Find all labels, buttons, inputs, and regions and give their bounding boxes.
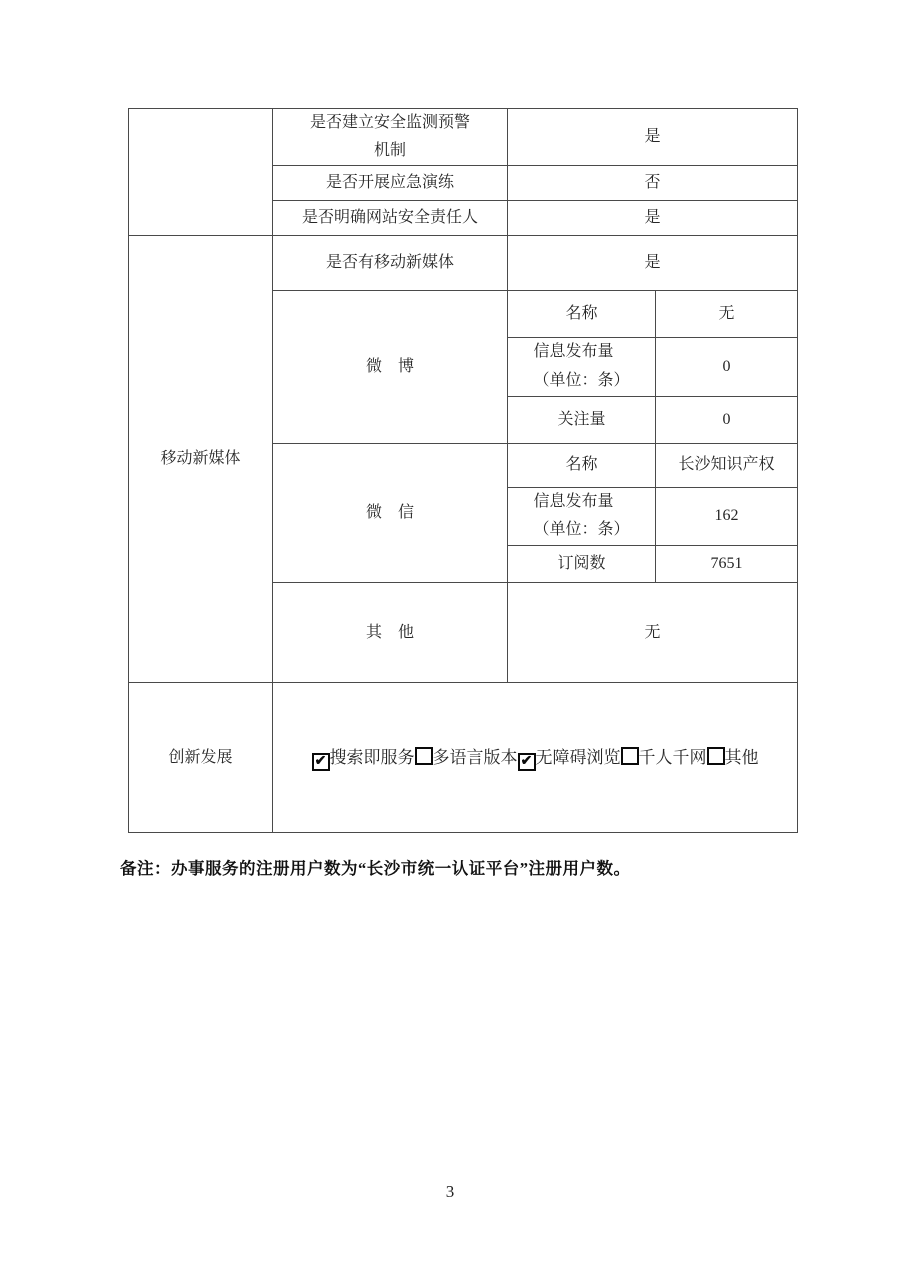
wechat-publish-label: 信息发布量 （单位：条） xyxy=(533,492,630,539)
cell-weibo-label: 微 博 xyxy=(273,291,508,444)
cell-wechat-subscribers-value: 7651 xyxy=(656,546,798,583)
cell-wechat-subscribers-label: 订阅数 xyxy=(508,546,656,583)
innovation-option xyxy=(415,748,518,767)
innovation-option xyxy=(621,748,707,767)
checkbox-checked-icon: ✔ xyxy=(518,753,536,771)
cell-wechat-publish-value: 162 xyxy=(656,487,798,546)
cell-weibo-name-label: 名称 xyxy=(508,291,656,338)
row-security-monitor xyxy=(129,109,798,166)
cell-security-monitor-label xyxy=(273,109,508,166)
cell-emergency-drill-value: 否 xyxy=(508,166,798,201)
checkbox-unchecked-icon xyxy=(415,747,433,765)
cell-weibo-publish-value: 0 xyxy=(656,338,798,397)
cell-wechat-label: 微 信 xyxy=(273,443,508,583)
cell-other-media-value: 无 xyxy=(508,583,798,683)
cell-other-media-label: 其 他 xyxy=(273,583,508,683)
innovation-option-label: 其他 xyxy=(724,747,759,767)
report-table xyxy=(128,108,798,833)
cell-innovation-section: 创新发展 xyxy=(129,683,273,833)
cell-emergency-drill-label: 是否开展应急演练 xyxy=(273,166,508,201)
innovation-option-label: 多语言版本 xyxy=(432,747,518,767)
checkbox-unchecked-icon xyxy=(707,747,725,765)
cell-section-blank xyxy=(129,109,273,236)
cell-mobile-media-section: 移动新媒体 xyxy=(129,236,273,683)
cell-weibo-followers-label: 关注量 xyxy=(508,396,656,443)
weibo-publish-label: 信息发布量 （单位：条） xyxy=(533,343,630,389)
remark-note: 备注：办事服务的注册用户数为“长沙市统一认证平台”注册用户数。 xyxy=(120,859,631,878)
innovation-option xyxy=(518,748,621,767)
page-number: 3 xyxy=(445,1182,455,1201)
cell-wechat-publish-label xyxy=(508,487,656,546)
checkbox-checked-icon: ✔ xyxy=(312,753,330,771)
cell-innovation-options xyxy=(273,683,798,833)
cell-weibo-publish-label xyxy=(508,338,656,397)
security-monitor-label: 是否建立安全监测预警机制 xyxy=(309,114,470,159)
cell-security-officer-label: 是否明确网站安全责任人 xyxy=(273,201,508,236)
cell-has-mobile-media-label: 是否有移动新媒体 xyxy=(273,236,508,291)
cell-wechat-name-label: 名称 xyxy=(508,443,656,487)
cell-security-officer-value: 是 xyxy=(508,201,798,236)
innovation-options xyxy=(275,743,795,773)
innovation-option-label: 千人千网 xyxy=(638,747,707,767)
cell-security-monitor-value: 是 xyxy=(508,109,798,166)
innovation-option xyxy=(707,748,759,767)
cell-weibo-followers-value: 0 xyxy=(656,396,798,443)
innovation-option xyxy=(312,748,415,767)
innovation-option-label: 搜索即服务 xyxy=(329,747,415,767)
row-has-mobile-media xyxy=(129,236,798,291)
cell-wechat-name-value: 长沙知识产权 xyxy=(656,443,798,487)
cell-weibo-name-value: 无 xyxy=(656,291,798,338)
row-innovation xyxy=(129,683,798,833)
innovation-option-label: 无障碍浏览 xyxy=(535,747,621,767)
cell-has-mobile-media-value: 是 xyxy=(508,236,798,291)
checkbox-unchecked-icon xyxy=(621,747,639,765)
